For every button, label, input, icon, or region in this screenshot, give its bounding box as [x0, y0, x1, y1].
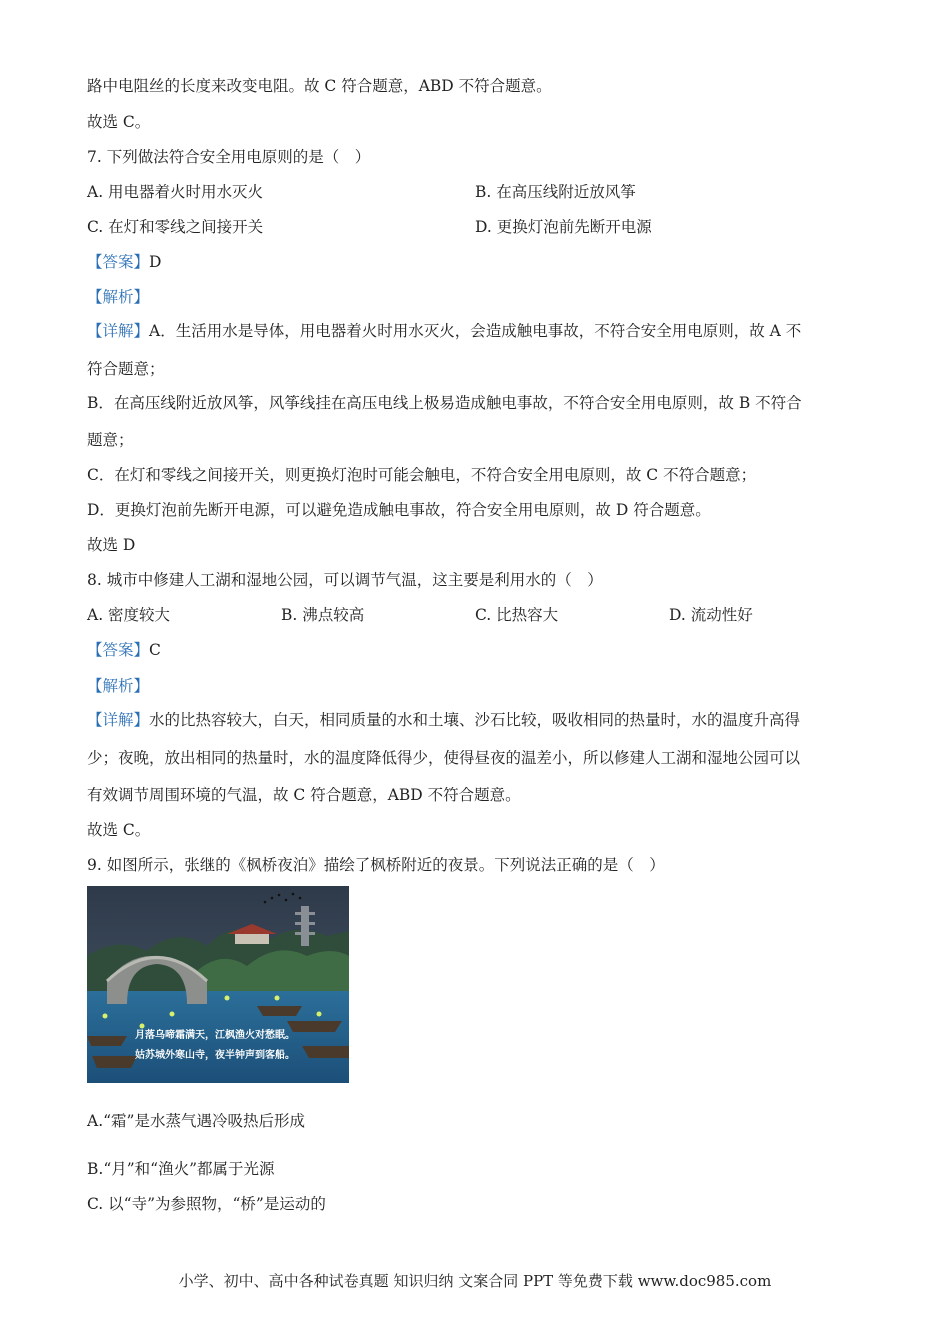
detail-tag: 【详解】 — [87, 322, 150, 340]
text-line: 路中电阻丝的长度来改变电阻。故 C 符合题意，ABD 不符合题意。 — [87, 77, 552, 95]
q7-option-a: A. 用电器着火时用水灭火 — [87, 183, 264, 201]
q8-detail-line — [87, 710, 800, 730]
answer-tag: 【答案】 — [87, 253, 150, 271]
question-7: 7. 下列做法符合安全用电原则的是（ ） — [87, 148, 371, 166]
answer-value: D — [149, 253, 162, 271]
q7-answer — [87, 252, 161, 272]
text-line: 符合题意； — [87, 360, 165, 378]
text-line: 故选 C。 — [87, 821, 151, 839]
q7-option-b: B. 在高压线附近放风筝 — [475, 183, 636, 201]
answer-value: C — [149, 641, 161, 659]
q9-option-c: C. 以“寺”为参照物，“桥”是运动的 — [87, 1195, 326, 1213]
page-footer: 小学、初中、高中各种试卷真题 知识归纳 文案合同 PPT 等免费下载 www.doc985.com — [178, 1272, 772, 1290]
q8-analysis-tag: 【解析】 — [87, 677, 150, 695]
q8-option-d: D. 流动性好 — [669, 606, 753, 624]
text-line: 故选 C。 — [87, 113, 151, 131]
q8-answer — [87, 640, 161, 660]
text-line: 少；夜晚，放出相同的热量时，水的温度降低得少，使得昼夜的温差小，所以修建人工湖和湿地公园可以 — [87, 749, 801, 767]
detail-text: A．生活用水是导体，用电器着火时用水灭火，会造成触电事故，不符合安全用电原则，故 A 不 — [149, 322, 802, 340]
q8-option-a: A. 密度较大 — [87, 606, 171, 624]
text-line: 有效调节周围环境的气温，故 C 符合题意，ABD 不符合题意。 — [87, 786, 521, 804]
q9-option-a: A.“霜”是水蒸气遇冷吸热后形成 — [87, 1112, 305, 1130]
answer-tag: 【答案】 — [87, 641, 150, 659]
q9-option-b: B.“月”和“渔火”都属于光源 — [87, 1160, 275, 1178]
q7-detail-line — [87, 321, 801, 341]
poem-line-1: 月落乌啼霜满天，江枫渔火对愁眠。 — [135, 1030, 295, 1041]
q8-option-c: C. 比热容大 — [475, 606, 559, 624]
q7-option-d: D. 更换灯泡前先断开电源 — [475, 218, 652, 236]
q7-analysis-tag: 【解析】 — [87, 288, 150, 306]
poem-line-2: 姑苏城外寒山寺，夜半钟声到客船。 — [135, 1050, 295, 1061]
q8-option-b: B. 沸点较高 — [281, 606, 365, 624]
detail-text: 水的比热容较大，白天，相同质量的水和土壤、沙石比较，吸收相同的热量时，水的温度升高得 — [149, 711, 801, 729]
text-line: B．在高压线附近放风筝，风筝线挂在高压电线上极易造成触电事故，不符合安全用电原则，故 B 不符合 — [87, 394, 802, 412]
question-9: 9. 如图所示，张继的《枫桥夜泊》描绘了枫桥附近的夜景。下列说法正确的是（ ） — [87, 856, 665, 874]
maple-bridge-night-illustration — [87, 886, 349, 1083]
text-line: C．在灯和零线之间接开关，则更换灯泡时可能会触电，不符合安全用电原则，故 C 不符合题意； — [87, 466, 757, 484]
detail-tag: 【详解】 — [87, 711, 150, 729]
question-8: 8. 城市中修建人工湖和湿地公园，可以调节气温，这主要是利用水的（ ） — [87, 571, 603, 589]
text-line: D．更换灯泡前先断开电源，可以避免造成触电事故，符合安全用电原则，故 D 符合题意。 — [87, 501, 711, 519]
text-line: 故选 D — [87, 536, 136, 554]
q7-option-c: C. 在灯和零线之间接开关 — [87, 218, 264, 236]
text-line: 题意； — [87, 431, 134, 449]
